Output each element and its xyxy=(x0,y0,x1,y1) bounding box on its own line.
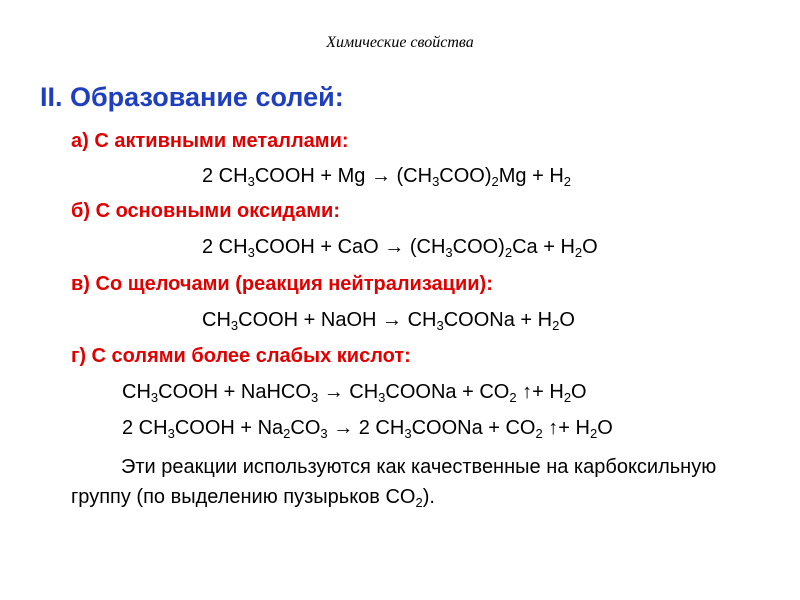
case-d-label: г) С солями более слабых кислот: xyxy=(71,345,411,367)
equation-a: 2 $CH_3COOH + Mg \to (CH_3COO)_2Mg + H_2$ xyxy=(202,165,572,189)
qualitative-reaction-note: Эти реакции используются как качественные на карбоксильную группу (по выделению пузырьков $CO_2$). xyxy=(71,456,717,510)
equation-b: 2 $CH_3COOH$ + CaO → $(CH_3COO)_2Ca + H_2O$ xyxy=(202,236,598,260)
equation-c: $CH_3COOH$ + NaOH → $CH_3COONa + H_2O$ xyxy=(202,309,575,333)
equation-d2: 2 $CH_3COOH + Na_2CO_3 \to 2$ $CH_3COONa + CO_2$ ↑+ $H_2O$ xyxy=(122,417,613,441)
case-b-label: б) С основными оксидами: xyxy=(71,200,340,222)
case-a-label: а) С активными металлами: xyxy=(71,130,349,152)
case-c-label: в) Со щелочами (реакция нейтрализации): xyxy=(71,273,493,295)
equation-d1: $CH_3COOH$ + NaHCO$_3$ → $CH_3COONa + CO_2$ ↑+ $H_2O$ xyxy=(122,381,587,405)
section-title: II. Образование солей: xyxy=(40,82,344,112)
slide-header: Химические свойства xyxy=(326,34,474,51)
